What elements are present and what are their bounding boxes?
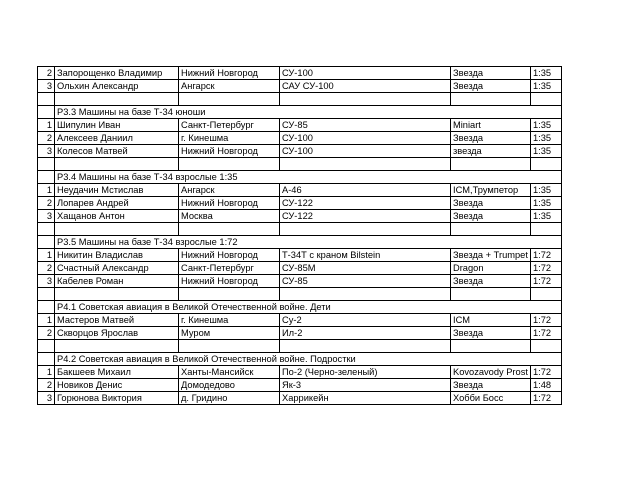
separator-row bbox=[38, 158, 562, 171]
empty-cell bbox=[280, 288, 451, 301]
place-cell: 3 bbox=[38, 210, 55, 223]
empty-cell bbox=[280, 340, 451, 353]
section-row bbox=[38, 301, 562, 314]
table-row bbox=[38, 392, 562, 405]
empty-cell bbox=[38, 93, 55, 106]
section-row bbox=[38, 236, 562, 249]
table-body bbox=[38, 67, 562, 405]
manufacturer-cell: Звезда bbox=[451, 132, 531, 145]
city-cell: Ханты-Мансийск bbox=[179, 366, 280, 379]
table-row bbox=[38, 379, 562, 392]
participant-cell: Новиков Денис bbox=[55, 379, 179, 392]
place-cell: 2 bbox=[38, 327, 55, 340]
spreadsheet bbox=[37, 66, 562, 405]
section-title: Р4.2 Советская авиация в Великой Отечественной войне. Подростки bbox=[55, 353, 562, 366]
empty-cell bbox=[179, 223, 280, 236]
manufacturer-cell: Kovozavody Prost bbox=[451, 366, 531, 379]
manufacturer-cell: Звезда bbox=[451, 275, 531, 288]
scale-cell: 1:35 bbox=[530, 80, 561, 93]
empty-cell bbox=[38, 353, 55, 366]
participant-cell: Кабелев Роман bbox=[55, 275, 179, 288]
model-cell: Т-34Т с краном Bilstein bbox=[280, 249, 451, 262]
city-cell: Домодедово bbox=[179, 379, 280, 392]
scale-cell: 1:35 bbox=[530, 184, 561, 197]
table-row bbox=[38, 366, 562, 379]
city-cell: Ангарск bbox=[179, 184, 280, 197]
section-title: Р3.3 Машины на базе Т-34 юноши bbox=[55, 106, 562, 119]
empty-cell bbox=[179, 340, 280, 353]
empty-cell bbox=[55, 340, 179, 353]
participant-cell: Бакшеев Михаил bbox=[55, 366, 179, 379]
city-cell: г. Кинешма bbox=[179, 314, 280, 327]
separator-row bbox=[38, 340, 562, 353]
participant-cell: Счастный Александр bbox=[55, 262, 179, 275]
model-cell: СУ-100 bbox=[280, 67, 451, 80]
table-row bbox=[38, 275, 562, 288]
empty-cell bbox=[530, 93, 561, 106]
empty-cell bbox=[55, 288, 179, 301]
model-cell: СУ-85 bbox=[280, 119, 451, 132]
manufacturer-cell: Звезда bbox=[451, 80, 531, 93]
place-cell: 2 bbox=[38, 132, 55, 145]
scale-cell: 1:72 bbox=[530, 327, 561, 340]
place-cell: 1 bbox=[38, 184, 55, 197]
table-row bbox=[38, 327, 562, 340]
scale-cell: 1:35 bbox=[530, 197, 561, 210]
separator-row bbox=[38, 93, 562, 106]
empty-cell bbox=[38, 236, 55, 249]
table-row bbox=[38, 132, 562, 145]
empty-cell bbox=[530, 223, 561, 236]
empty-cell bbox=[530, 340, 561, 353]
empty-cell bbox=[451, 340, 531, 353]
section-row bbox=[38, 353, 562, 366]
participant-cell: Хащанов Антон bbox=[55, 210, 179, 223]
model-cell: Як-3 bbox=[280, 379, 451, 392]
manufacturer-cell: Dragon bbox=[451, 262, 531, 275]
participant-cell: Никитин Владислав bbox=[55, 249, 179, 262]
place-cell: 2 bbox=[38, 197, 55, 210]
city-cell: Ангарск bbox=[179, 80, 280, 93]
model-cell: А-46 bbox=[280, 184, 451, 197]
city-cell: Санкт-Петербург bbox=[179, 119, 280, 132]
empty-cell bbox=[38, 106, 55, 119]
manufacturer-cell: Звезда + Trumpet bbox=[451, 249, 531, 262]
empty-cell bbox=[451, 288, 531, 301]
scale-cell: 1:72 bbox=[530, 262, 561, 275]
scale-cell: 1:35 bbox=[530, 67, 561, 80]
participant-cell: Шипулин Иван bbox=[55, 119, 179, 132]
empty-cell bbox=[38, 158, 55, 171]
manufacturer-cell: ICM bbox=[451, 314, 531, 327]
section-title: Р3.5 Машины на базе Т-34 взрослые 1:72 bbox=[55, 236, 562, 249]
section-row bbox=[38, 106, 562, 119]
empty-cell bbox=[179, 93, 280, 106]
place-cell: 2 bbox=[38, 262, 55, 275]
separator-row bbox=[38, 223, 562, 236]
scale-cell: 1:35 bbox=[530, 119, 561, 132]
manufacturer-cell: Звезда bbox=[451, 197, 531, 210]
participant-cell: Скворцов Ярослав bbox=[55, 327, 179, 340]
participant-cell: Ольхин Александр bbox=[55, 80, 179, 93]
empty-cell bbox=[530, 158, 561, 171]
city-cell: Нижний Новгород bbox=[179, 249, 280, 262]
table-row bbox=[38, 119, 562, 132]
section-title: Р4.1 Советская авиация в Великой Отечественной войне. Дети bbox=[55, 301, 562, 314]
scale-cell: 1:72 bbox=[530, 392, 561, 405]
place-cell: 3 bbox=[38, 145, 55, 158]
empty-cell bbox=[280, 93, 451, 106]
manufacturer-cell: звезда bbox=[451, 145, 531, 158]
table-row bbox=[38, 210, 562, 223]
results-table bbox=[37, 66, 562, 405]
manufacturer-cell: Звезда bbox=[451, 210, 531, 223]
manufacturer-cell: Хобби Босс bbox=[451, 392, 531, 405]
city-cell: Муром bbox=[179, 327, 280, 340]
participant-cell: Мастеров Матвей bbox=[55, 314, 179, 327]
model-cell: СУ-122 bbox=[280, 210, 451, 223]
empty-cell bbox=[451, 158, 531, 171]
manufacturer-cell: Звезда bbox=[451, 67, 531, 80]
model-cell: По-2 (Черно-зеленый) bbox=[280, 366, 451, 379]
empty-cell bbox=[451, 93, 531, 106]
table-row bbox=[38, 80, 562, 93]
empty-cell bbox=[38, 171, 55, 184]
model-cell: Ил-2 bbox=[280, 327, 451, 340]
separator-row bbox=[38, 288, 562, 301]
model-cell: Су-2 bbox=[280, 314, 451, 327]
place-cell: 1 bbox=[38, 314, 55, 327]
participant-cell: Лопарев Андрей bbox=[55, 197, 179, 210]
scale-cell: 1:72 bbox=[530, 314, 561, 327]
model-cell: СУ-85 bbox=[280, 275, 451, 288]
empty-cell bbox=[38, 288, 55, 301]
city-cell: Нижний Новгород bbox=[179, 275, 280, 288]
table-row bbox=[38, 262, 562, 275]
place-cell: 3 bbox=[38, 392, 55, 405]
participant-cell: Горюнова Виктория bbox=[55, 392, 179, 405]
empty-cell bbox=[38, 223, 55, 236]
participant-cell: Алексеев Даниил bbox=[55, 132, 179, 145]
model-cell: САУ СУ-100 bbox=[280, 80, 451, 93]
empty-cell bbox=[179, 288, 280, 301]
place-cell: 2 bbox=[38, 379, 55, 392]
place-cell: 3 bbox=[38, 275, 55, 288]
empty-cell bbox=[38, 340, 55, 353]
table-row bbox=[38, 67, 562, 80]
model-cell: СУ-122 bbox=[280, 197, 451, 210]
scale-cell: 1:35 bbox=[530, 145, 561, 158]
participant-cell: Колесов Матвей bbox=[55, 145, 179, 158]
scale-cell: 1:35 bbox=[530, 132, 561, 145]
model-cell: СУ-85М bbox=[280, 262, 451, 275]
city-cell: д. Гридино bbox=[179, 392, 280, 405]
table-row bbox=[38, 249, 562, 262]
city-cell: Нижний Новгород bbox=[179, 67, 280, 80]
model-cell: СУ-100 bbox=[280, 145, 451, 158]
manufacturer-cell: Звезда bbox=[451, 327, 531, 340]
empty-cell bbox=[530, 288, 561, 301]
manufacturer-cell: ICM,Трумпетор bbox=[451, 184, 531, 197]
city-cell: Санкт-Петербург bbox=[179, 262, 280, 275]
section-title: Р3.4 Машины на базе Т-34 взрослые 1:35 bbox=[55, 171, 562, 184]
city-cell: Нижний Новгород bbox=[179, 145, 280, 158]
place-cell: 2 bbox=[38, 67, 55, 80]
manufacturer-cell: Звезда bbox=[451, 379, 531, 392]
manufacturer-cell: Miniart bbox=[451, 119, 531, 132]
table-row bbox=[38, 197, 562, 210]
participant-cell: Неудачин Мстислав bbox=[55, 184, 179, 197]
empty-cell bbox=[55, 223, 179, 236]
model-cell: Харрикейн bbox=[280, 392, 451, 405]
section-row bbox=[38, 171, 562, 184]
empty-cell bbox=[55, 158, 179, 171]
table-row bbox=[38, 145, 562, 158]
empty-cell bbox=[451, 223, 531, 236]
scale-cell: 1:48 bbox=[530, 379, 561, 392]
participant-cell: Запорощенко Владимир bbox=[55, 67, 179, 80]
empty-cell bbox=[280, 158, 451, 171]
empty-cell bbox=[280, 223, 451, 236]
place-cell: 1 bbox=[38, 249, 55, 262]
table-row bbox=[38, 184, 562, 197]
city-cell: Москва bbox=[179, 210, 280, 223]
place-cell: 1 bbox=[38, 366, 55, 379]
scale-cell: 1:35 bbox=[530, 210, 561, 223]
city-cell: Нижний Новгород bbox=[179, 197, 280, 210]
place-cell: 3 bbox=[38, 80, 55, 93]
place-cell: 1 bbox=[38, 119, 55, 132]
empty-cell bbox=[38, 301, 55, 314]
scale-cell: 1:72 bbox=[530, 275, 561, 288]
empty-cell bbox=[55, 93, 179, 106]
city-cell: г. Кинешма bbox=[179, 132, 280, 145]
scale-cell: 1:72 bbox=[530, 249, 561, 262]
model-cell: СУ-100 bbox=[280, 132, 451, 145]
scale-cell: 1:72 bbox=[530, 366, 561, 379]
empty-cell bbox=[179, 158, 280, 171]
table-row bbox=[38, 314, 562, 327]
